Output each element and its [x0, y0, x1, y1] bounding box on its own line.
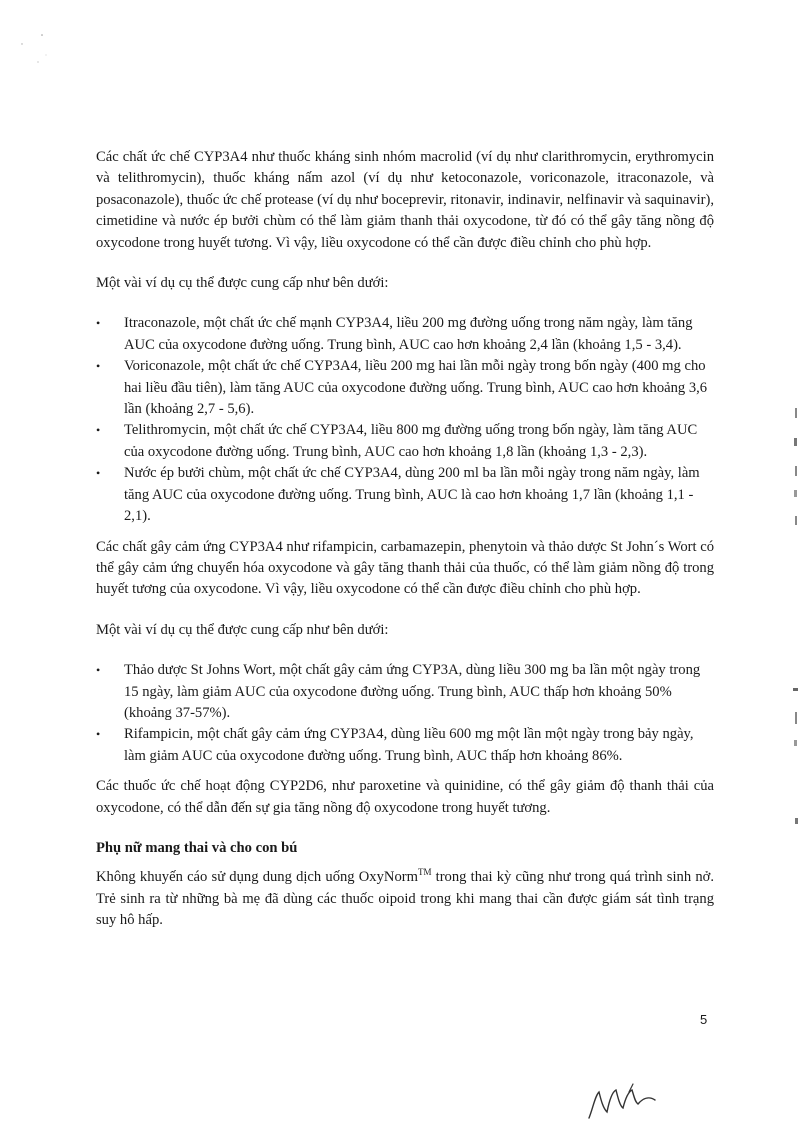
inducer-example-list	[96, 660, 714, 767]
bullet-icon: •	[96, 423, 101, 438]
list-item-text: Rifampicin, một chất gây cảm ứng CYP3A4, dùng liều 600 mg một lần một ngày trong bảy ngày, làm giảm AUC của oxycodone đường uống. Trung bình, AUC thấp hơn khoảng 86%.	[124, 726, 694, 764]
trademark-mark: TM	[417, 867, 432, 878]
list-item	[96, 420, 714, 463]
intro-paragraph: Các chất ức chế CYP3A4 như thuốc kháng sinh nhóm macrolid (ví dụ như clarithromycin, erythromycin và telithromycin), thuốc kháng nấm azol (ví dụ như ketoconazole, voriconazole, itraconazole, và posaconazole), thuốc ức chế protease (ví dụ như boceprevir, ritonavir, indinavir, nelfinavir và saquinavir), cimetidine và nước ép bưởi chùm có thể làm giảm thanh thải oxycodone, từ đó có thể gây tăng nồng độ oxycodone trong huyết tương. Vì vậy, liều oxycodone có thể cần được điều chỉnh cho phù hợp.	[96, 149, 714, 251]
handwritten-signature	[585, 1078, 660, 1123]
bullet-icon: •	[96, 663, 101, 678]
list-item-text: Voriconazole, một chất ức chế CYP3A4, liều 200 mg hai lần mỗi ngày trong bốn ngày (400 mg cho hai liều đầu tiên), làm tăng AUC của oxycodone đường uống. Trung bình, AUC cao hơn khoảng 3,6 lần (khoảng 2,7 - 5,6).	[124, 358, 708, 418]
list-item-text: Telithromycin, một chất ức chế CYP3A4, liều 800 mg đường uống trong bốn ngày, làm tăng AUC của oxycodone đường uống. Trung bình, AUC cao hơn khoảng 1,8 lần (khoảng 1,3 - 2,3).	[124, 422, 698, 460]
list-item	[96, 313, 714, 356]
page-number: 5	[700, 1012, 708, 1027]
pregnancy-text-start: Không khuyến cáo sử dụng dung dịch uống OxyNorm	[96, 869, 418, 886]
inhibitor-example-list	[96, 313, 714, 527]
list-item-text: Itraconazole, một chất ức chế mạnh CYP3A4, liều 200 mg đường uống trong năm ngày, làm tăng AUC của oxycodone đường uống. Trung bình, AUC cao hơn khoảng 2,4 lần (khoảng 1,5 - 3,4).	[124, 315, 693, 353]
list-item	[96, 463, 714, 527]
bullet-icon: •	[96, 316, 101, 331]
document-body	[96, 147, 714, 951]
examples-intro-2: Một vài ví dụ cụ thể được cung cấp như bên dưới:	[96, 621, 389, 638]
pregnancy-text-end: trong thai kỳ cũng như trong quá trình sinh nở. Trẻ sinh ra từ những bà mẹ đã dùng các thuốc oipoid trong khi mang thai cần được giám sát tình trạng suy hô hấp.	[96, 869, 714, 929]
section-heading-pregnancy: Phụ nữ mang thai và cho con bú	[96, 839, 298, 856]
inducer-paragraph: Các chất gây cảm ứng CYP3A4 như rifampicin, carbamazepin, phenytoin và thảo dược St John´s Wort có thể gây cảm ứng chuyển hóa oxycodone và gây tăng thanh thải của thuốc, có thể làm giảm nồng độ trong huyết tương của oxycodone. Vì vậy, liều oxycodone có thể cần được điều chỉnh cho phù hợp.	[96, 538, 714, 598]
list-item	[96, 660, 714, 724]
list-item	[96, 356, 714, 420]
bullet-icon: •	[96, 466, 101, 481]
pregnancy-paragraph	[96, 867, 714, 931]
list-item	[96, 724, 714, 767]
bullet-icon: •	[96, 727, 101, 742]
margin-marks	[780, 400, 800, 860]
examples-intro-1: Một vài ví dụ cụ thể được cung cấp như bên dưới:	[96, 275, 389, 292]
list-item-text: Thảo dược St Johns Wort, một chất gây cảm ứng CYP3A, dùng liều 300 mg ba lần một ngày trong 15 ngày, làm giảm AUC của oxycodone đường uống. Trung bình, AUC thấp hơn khoảng 50% (khoảng 37-57%).	[124, 662, 701, 721]
bullet-icon: •	[96, 359, 101, 374]
scan-specks	[0, 0, 80, 80]
list-item-text: Nước ép bưởi chùm, một chất ức chế CYP3A4, dùng 200 ml ba lần mỗi ngày trong năm ngày, làm tăng AUC của oxycodone đường uống. Trung bình, AUC là cao hơn khoảng 1,7 lần (khoảng 1,1 - 2,1).	[124, 465, 700, 525]
cyp2d6-paragraph: Các thuốc ức chế hoạt động CYP2D6, như paroxetine và quinidine, có thể gây giảm độ thanh thải của oxycodone, có thể dẫn đến sự gia tăng nồng độ oxycodone trong huyết tương.	[96, 778, 714, 816]
